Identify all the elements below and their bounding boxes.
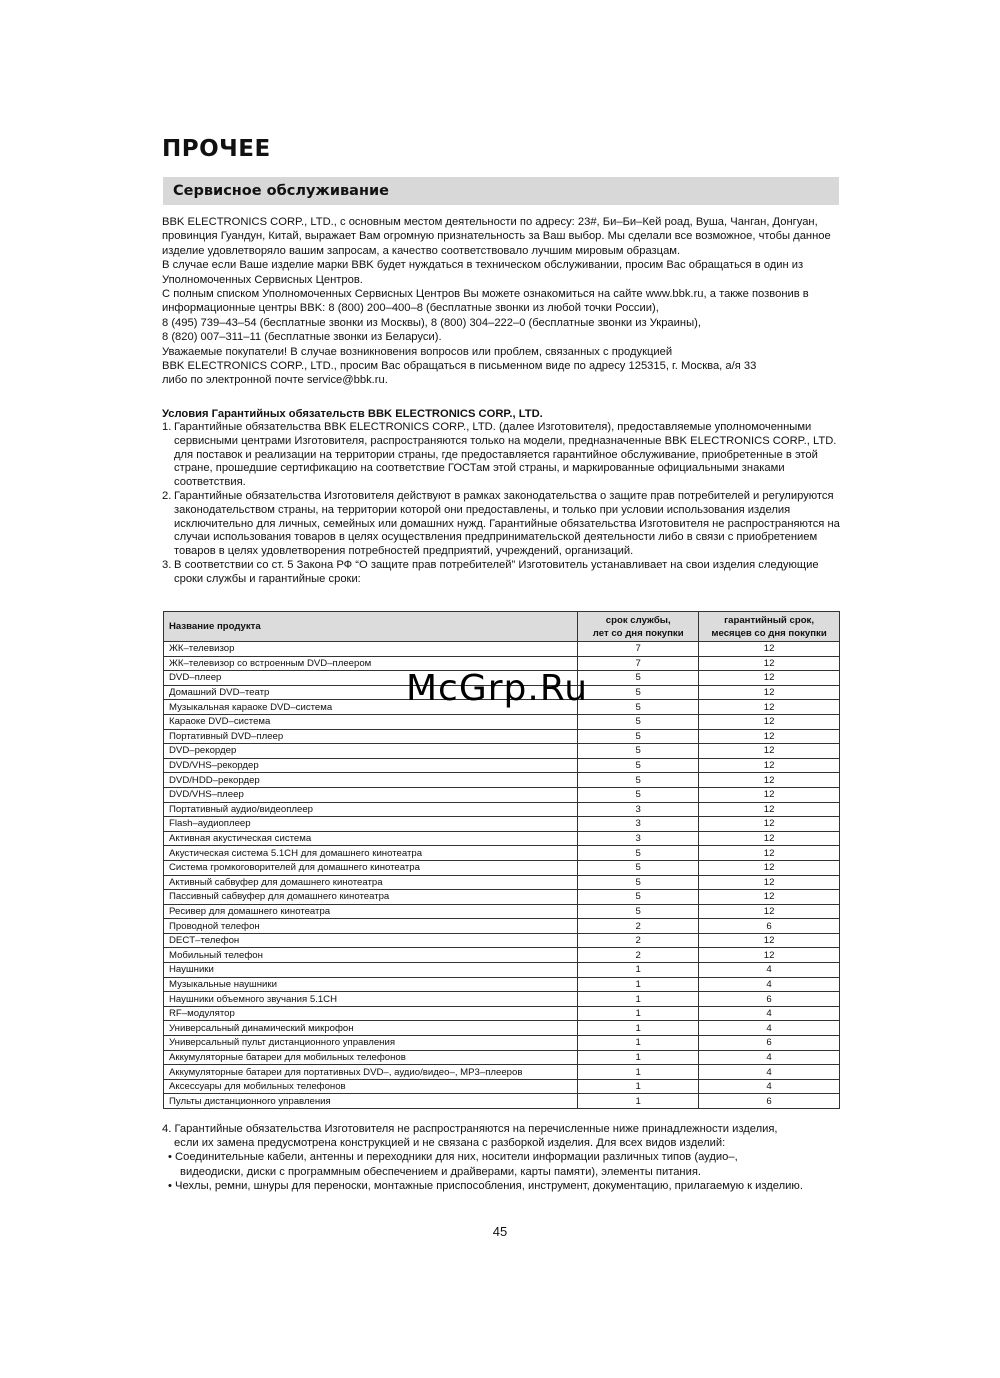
cell-service-life: 1 <box>578 1050 699 1065</box>
cell-service-life: 5 <box>578 744 699 759</box>
cell-product-name: DVD–рекордер <box>164 744 578 759</box>
cell-warranty-months: 12 <box>699 875 840 890</box>
cell-product-name: DVD–плеер <box>164 671 578 686</box>
cell-product-name: Наушники объемного звучания 5.1CH <box>164 992 578 1007</box>
cell-warranty-months: 12 <box>699 642 840 657</box>
cell-product-name: Портативный DVD–плеер <box>164 729 578 744</box>
cell-product-name: Аккумуляторные батареи для портативных DVD–, аудио/видео–, MP3–плееров <box>164 1065 578 1080</box>
condition-item <box>162 421 842 490</box>
cell-warranty-months: 12 <box>699 802 840 817</box>
cell-product-name: Акустическая система 5.1CH для домашнего кинотеатра <box>164 846 578 861</box>
table-row <box>164 860 840 875</box>
note-line: если их замена предусмотрена конструкцией и не связана с разборкой изделия. Для всех видов изделий: <box>174 1137 726 1150</box>
intro-paragraph: Уважаемые покупатели! В случае возникновения вопросов или проблем, связанных с продукцией <box>162 345 673 358</box>
conditions-heading: Условия Гарантийных обязательств BBK ELECTRONICS CORP., LTD. <box>162 408 543 420</box>
cell-warranty-months: 12 <box>699 948 840 963</box>
cell-warranty-months: 12 <box>699 787 840 802</box>
condition-text: Гарантийные обязательства BBK ELECTRONICS CORP., LTD. (далее Изготовителя), предоставляемые уполномоченными сервисными центрами Изготовителя, распространяются только на модели, предназначенные BBK ELECTRONICS CORP., LTD. для поставок и реализации на территории страны, где предоставляется гарантийное обслуживание, приобретенные в этой стране, прошедшие сертификацию на соответствие ГОСТам этой страны, и маркированные официальными знаками соответствия. <box>174 421 837 489</box>
cell-service-life: 2 <box>578 919 699 934</box>
cell-product-name: DVD/VHS–плеер <box>164 787 578 802</box>
cell-warranty-months: 12 <box>699 714 840 729</box>
table-row <box>164 1065 840 1080</box>
cell-product-name: Система громкоговорителей для домашнего кинотеатра <box>164 860 578 875</box>
cell-product-name: DVD/VHS–рекордер <box>164 758 578 773</box>
header-product-name: Название продукта <box>164 612 578 642</box>
table-row <box>164 1079 840 1094</box>
cell-product-name: DVD/HDD–рекордер <box>164 773 578 788</box>
cell-service-life: 2 <box>578 933 699 948</box>
condition-number: 3. <box>162 558 172 571</box>
cell-product-name: Активный сабвуфер для домашнего кинотеатра <box>164 875 578 890</box>
cell-service-life: 7 <box>578 642 699 657</box>
table-row <box>164 963 840 978</box>
intro-paragraph: BBK ELECTRONICS CORP., LTD., с основным местом деятельности по адресу: 23#, Би–Би–Кей роад, Вуша, Чанган, Донгуан, провинция Гуандун, Китай, выражает Вам огромную признательность за Ваш выбор. Мы сделали все возможное, чтобы данное изделие удовлетворяло вашим запросам, а качество соответствовало лучшим мировым образцам. <box>162 216 831 257</box>
cell-product-name: Проводной телефон <box>164 919 578 934</box>
note-line: 4. Гарантийные обязательства Изготовителя не распространяются на перечисленные ниже принадлежности изделия, <box>162 1123 778 1135</box>
cell-service-life: 1 <box>578 992 699 1007</box>
table-body <box>164 642 840 1109</box>
cell-warranty-months: 6 <box>699 1094 840 1109</box>
table-row <box>164 642 840 657</box>
intro-paragraph: либо по электронной почте service@bbk.ru. <box>162 374 388 387</box>
intro-paragraph: BBK ELECTRONICS CORP., LTD., просим Вас обращаться в письменном виде по адресу 125315, г. Москва, а/я 33 <box>162 360 757 373</box>
table-row <box>164 992 840 1007</box>
watermark-logo: McGrp.Ru <box>406 668 589 709</box>
cell-warranty-months: 12 <box>699 773 840 788</box>
cell-product-name: Flash–аудиоплеер <box>164 817 578 832</box>
table-row <box>164 787 840 802</box>
cell-service-life: 1 <box>578 1065 699 1080</box>
warranty-conditions <box>162 407 842 587</box>
cell-warranty-months: 12 <box>699 860 840 875</box>
table-row <box>164 773 840 788</box>
table-row <box>164 714 840 729</box>
note-bullet: • Соединительные кабели, антенны и переходники для них, носители информации различных типов (аудио–, <box>168 1151 738 1164</box>
table-row <box>164 729 840 744</box>
intro-paragraph: С полным списком Уполномоченных Сервисных Центров Вы можете ознакомиться на сайте www.bbk.ru, а также позвонив в информационные центры BBK: 8 (800) 200–400–8 (бесплатные звонки из любой точки России), <box>162 288 809 315</box>
intro-paragraph: 8 (495) 739–43–54 (бесплатные звонки из Москвы), 8 (800) 304–222–0 (бесплатные звонки из Украины), <box>162 316 701 329</box>
cell-product-name: ЖК–телевизор со встроенным DVD–плеером <box>164 656 578 671</box>
cell-warranty-months: 6 <box>699 919 840 934</box>
cell-service-life: 5 <box>578 758 699 773</box>
cell-service-life: 5 <box>578 904 699 919</box>
table-row <box>164 1094 840 1109</box>
cell-service-life: 5 <box>578 787 699 802</box>
note-bullet-continued: видеодиски, диски с программным обеспечением и драйверами, карты памяти), элементы питания. <box>180 1165 702 1178</box>
cell-product-name: Музыкальные наушники <box>164 977 578 992</box>
cell-product-name: Ресивер для домашнего кинотеатра <box>164 904 578 919</box>
intro-paragraph: В случае если Ваше изделие марки BBK будет нуждаться в техническом обслуживании, просим Вас обращаться в один из Уполномоченных Сервисных Центров. <box>162 259 804 286</box>
cell-warranty-months: 12 <box>699 904 840 919</box>
page-title: ПРОЧЕЕ <box>162 136 271 162</box>
cell-service-life: 5 <box>578 773 699 788</box>
cell-product-name: Музыкальная караоке DVD–система <box>164 700 578 715</box>
cell-warranty-months: 12 <box>699 671 840 686</box>
table-row <box>164 744 840 759</box>
page-number: 45 <box>492 1224 508 1239</box>
cell-product-name: Домашний DVD–театр <box>164 685 578 700</box>
table-row <box>164 1021 840 1036</box>
cell-service-life: 5 <box>578 729 699 744</box>
table-row <box>164 904 840 919</box>
header-warranty-line2: месяцев со дня покупки <box>711 627 827 639</box>
cell-product-name: Мобильный телефон <box>164 948 578 963</box>
cell-service-life: 5 <box>578 700 699 715</box>
cell-service-life: 5 <box>578 846 699 861</box>
cell-warranty-months: 12 <box>699 933 840 948</box>
cell-product-name: Активная акустическая система <box>164 831 578 846</box>
intro-text <box>162 215 842 388</box>
cell-service-life: 5 <box>578 890 699 905</box>
table-header-row <box>164 612 840 642</box>
table-row <box>164 758 840 773</box>
table-row <box>164 890 840 905</box>
cell-warranty-months: 12 <box>699 744 840 759</box>
table-row <box>164 875 840 890</box>
table-row <box>164 948 840 963</box>
cell-product-name: ЖК–телевизор <box>164 642 578 657</box>
cell-service-life: 1 <box>578 1079 699 1094</box>
cell-product-name: Портативный аудио/видеоплеер <box>164 802 578 817</box>
cell-warranty-months: 4 <box>699 1079 840 1094</box>
cell-service-life: 5 <box>578 685 699 700</box>
cell-warranty-months: 4 <box>699 1021 840 1036</box>
intro-paragraph: 8 (820) 007–311–11 (бесплатные звонки из Беларуси). <box>162 331 442 344</box>
cell-product-name: RF–модулятор <box>164 1006 578 1021</box>
cell-service-life: 3 <box>578 831 699 846</box>
table-row <box>164 977 840 992</box>
cell-service-life: 3 <box>578 817 699 832</box>
cell-warranty-months: 12 <box>699 890 840 905</box>
section-header: Сервисное обслуживание <box>163 177 839 205</box>
cell-service-life: 1 <box>578 1021 699 1036</box>
cell-warranty-months: 12 <box>699 656 840 671</box>
cell-warranty-months: 12 <box>699 846 840 861</box>
cell-product-name: Пассивный сабвуфер для домашнего кинотеатра <box>164 890 578 905</box>
cell-warranty-months: 12 <box>699 700 840 715</box>
note-four <box>162 1122 852 1193</box>
cell-warranty-months: 4 <box>699 1065 840 1080</box>
cell-warranty-months: 6 <box>699 992 840 1007</box>
header-service-life <box>578 612 699 642</box>
cell-service-life: 1 <box>578 1036 699 1051</box>
cell-service-life: 1 <box>578 1006 699 1021</box>
cell-product-name: Аксессуары для мобильных телефонов <box>164 1079 578 1094</box>
cell-service-life: 1 <box>578 1094 699 1109</box>
cell-product-name: Аккумуляторные батареи для мобильных телефонов <box>164 1050 578 1065</box>
condition-text: В соответствии со ст. 5 Закона РФ “О защите прав потребителей” Изготовитель устанавливает на свои изделия следующие сроки службы и гарантийные сроки: <box>174 558 819 585</box>
header-warranty-period <box>699 612 840 642</box>
cell-service-life: 1 <box>578 977 699 992</box>
cell-service-life: 7 <box>578 656 699 671</box>
cell-warranty-months: 4 <box>699 1050 840 1065</box>
cell-service-life: 5 <box>578 714 699 729</box>
table-row <box>164 1006 840 1021</box>
table-row <box>164 802 840 817</box>
header-service-line1: срок службы, <box>605 614 671 626</box>
cell-warranty-months: 4 <box>699 1006 840 1021</box>
cell-warranty-months: 12 <box>699 817 840 832</box>
table-row <box>164 846 840 861</box>
cell-product-name: Караоке DVD–система <box>164 714 578 729</box>
conditions-list <box>162 421 842 587</box>
cell-service-life: 5 <box>578 671 699 686</box>
header-warranty-line1: гарантийный срок, <box>724 614 815 626</box>
table-row <box>164 1036 840 1051</box>
cell-product-name: Наушники <box>164 963 578 978</box>
table-row <box>164 831 840 846</box>
table-row <box>164 919 840 934</box>
cell-service-life: 3 <box>578 802 699 817</box>
condition-text: Гарантийные обязательства Изготовителя действуют в рамках законодательства о защите прав потребителей и регулируются законодательством страны, на территории которой они предоставлены, и только при условии использования изделия исключительно для личных, семейных или домашних нужд. Гарантийные обязательства Изготовителя не распространяются на случаи использования товаров в целях осуществления предпринимательской деятельности либо в связи с приобретением товаров в целях удовлетворения потребностей предприятий, учреждений, организаций. <box>174 489 840 558</box>
note-bullet: • Чехлы, ремни, шнуры для переноски, монтажные приспособления, инструмент, документацию, прилагаемую к изделию. <box>168 1179 803 1192</box>
cell-warranty-months: 12 <box>699 831 840 846</box>
header-service-line2: лет со дня покупки <box>592 627 684 639</box>
table-row <box>164 1050 840 1065</box>
cell-warranty-months: 12 <box>699 729 840 744</box>
cell-warranty-months: 4 <box>699 963 840 978</box>
cell-service-life: 2 <box>578 948 699 963</box>
cell-product-name: DECT–телефон <box>164 933 578 948</box>
condition-number: 1. <box>162 421 172 433</box>
table-row <box>164 933 840 948</box>
cell-product-name: Универсальный динамический микрофон <box>164 1021 578 1036</box>
cell-service-life: 1 <box>578 963 699 978</box>
condition-number: 2. <box>162 489 172 502</box>
cell-product-name: Пульты дистанционного управления <box>164 1094 578 1109</box>
cell-product-name: Универсальный пульт дистанционного управления <box>164 1036 578 1051</box>
cell-warranty-months: 4 <box>699 977 840 992</box>
cell-warranty-months: 12 <box>699 685 840 700</box>
cell-warranty-months: 12 <box>699 758 840 773</box>
table-row <box>164 817 840 832</box>
cell-service-life: 5 <box>578 860 699 875</box>
cell-service-life: 5 <box>578 875 699 890</box>
condition-item <box>162 490 842 559</box>
condition-item <box>162 559 842 587</box>
cell-warranty-months: 6 <box>699 1036 840 1051</box>
